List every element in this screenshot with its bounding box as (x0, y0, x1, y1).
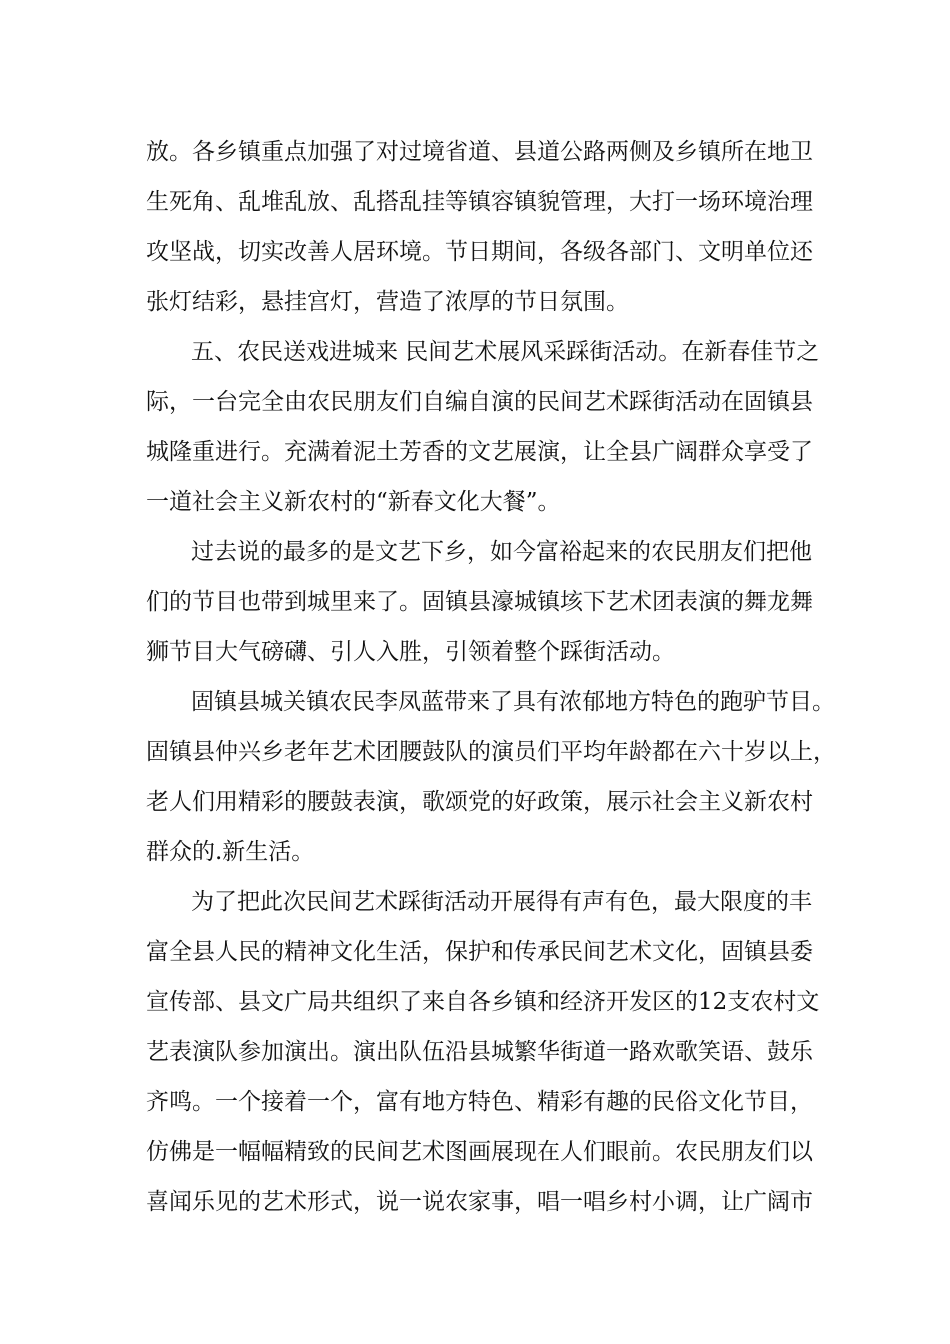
text-line: 城隆重进行。充满着泥土芳香的文艺展演，让全县广阔群众享受了 (146, 439, 813, 465)
text-line: 攻坚战，切实改善人居环境。节日期间，各级各部门、文明单位还 (146, 239, 813, 265)
text-line: 际，一台完全由农民朋友们自编自演的民间艺术踩街活动在固镇县 (146, 389, 813, 415)
paragraph-first-line: 为了把此次民间艺术踩街活动开展得有声有色，最大限度的丰 (191, 889, 812, 915)
text-line: 齐鸣。一个接着一个，富有地方特色、精彩有趣的民俗文化节目， (146, 1089, 813, 1115)
paragraph-first-line: 固镇县城关镇农民李凤蓝带来了具有浓郁地方特色的跑驴节目。 (191, 689, 835, 715)
text-line: 放。各乡镇重点加强了对过境省道、县道公路两侧及乡镇所在地卫 (146, 139, 813, 165)
text-line: 狮节目大气磅礴、引人入胜，引领着整个踩街活动。 (146, 639, 675, 665)
text-line: 喜闻乐见的艺术形式，说一说农家事，唱一唱乡村小调，让广阔市 (146, 1189, 813, 1215)
text-line: 生死角、乱堆乱放、乱搭乱挂等镇容镇貌管理，大打一场环境治理 (146, 189, 813, 215)
text-line: 宣传部、县文广局共组织了来自各乡镇和经济开发区的12支农村文 (146, 989, 820, 1015)
text-line: 艺表演队参加演出。演出队伍沿县城繁华街道一路欢歌笑语、鼓乐 (146, 1039, 813, 1065)
text-line: 老人们用精彩的腰鼓表演，歌颂党的好政策，展示社会主义新农村 (146, 789, 813, 815)
paragraph-first-line: 五、农民送戏进城来 民间艺术展风采踩街活动。在新春佳节之 (191, 339, 820, 365)
text-line: 群众的.新生活。 (146, 839, 315, 865)
text-line: 固镇县仲兴乡老年艺术团腰鼓队的演员们平均年龄都在六十岁以上， (146, 739, 836, 765)
paragraph-first-line: 过去说的最多的是文艺下乡，如今富裕起来的农民朋友们把他 (191, 539, 812, 565)
text-line: 们的节目也带到城里来了。固镇县濠城镇垓下艺术团表演的舞龙舞 (146, 589, 813, 615)
text-line: 富全县人民的精神文化生活，保护和传承民间艺术文化，固镇县委 (146, 939, 813, 965)
text-line: 张灯结彩，悬挂宫灯，营造了浓厚的节日氛围。 (146, 289, 629, 315)
text-line: 一道社会主义新农村的“新春文化大餐”。 (146, 489, 561, 515)
text-line: 仿佛是一幅幅精致的民间艺术图画展现在人们眼前。农民朋友们以 (146, 1139, 813, 1165)
